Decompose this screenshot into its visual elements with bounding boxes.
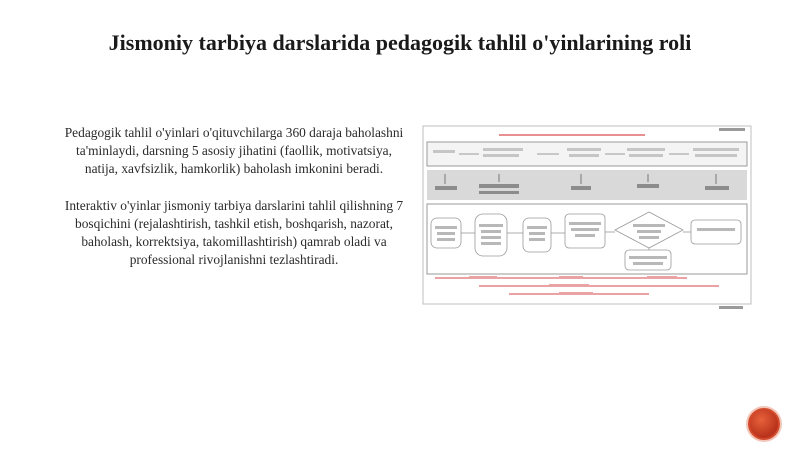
process-diagram-image xyxy=(419,118,755,314)
next-slide-button[interactable] xyxy=(748,408,780,440)
diagram-gray-band xyxy=(427,170,747,200)
paragraph-1: Pedagogik tahlil o'yinlari o'qituvchilarga 360 daraja baholashni ta'minlaydi, darsning 5 asosiy jihatini (faollik, motivatsiya, natija, xavfsizlik, hamkorlik) baholash imkonini beradi. xyxy=(64,125,404,177)
slide-title: Jismoniy tarbiya darslarida pedagogik tahlil o'yinlarining roli xyxy=(108,30,692,55)
body-text xyxy=(62,124,406,287)
paragraph-2: Interaktiv o'yinlar jismoniy tarbiya darslarini tahlil qilishning 7 bosqichini (rejalashtirish, tashkil etish, boshqarish, nazorat, baholash, korrektsiya, takomillashtirish) qamrab oladi va professional rivojlanishni tezlashtiradi. xyxy=(64,197,404,268)
